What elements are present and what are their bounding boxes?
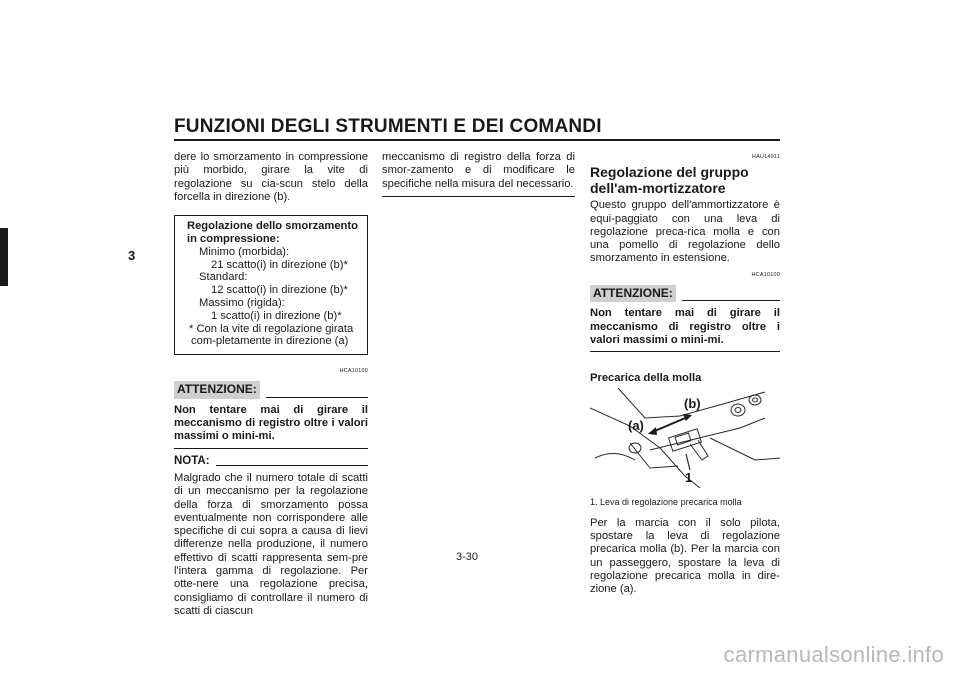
note-text: Malgrado che il numero totale di scatti di un meccanismo per la regolazione della forza di smorzamento possa eventualmente non corrispondere alle specifiche di cui sopra a causa di lievi differenze nella produzione, il numero effettivo di scatti rappresenta sem-pre l'intera gamma di regolazione. Per otte-nere una regolazione precisa, consigliamo di controllare il numero di scatti di ciascun (174, 471, 368, 617)
attention-rule (266, 397, 368, 398)
col1-intro: dere lo smorzamento in compressione più morbido, girare la vite di regolazione su cia-scun stelo della forcella in direzione (b). (174, 151, 368, 203)
chapter-tab-marker (0, 228, 8, 286)
column-2 (382, 151, 575, 197)
attention-end-rule-2 (590, 351, 780, 352)
col2-text: meccanismo di registro della forza di smor-zamento e di modificare le specifiche nella misura del necessario. (382, 151, 575, 190)
figure-label-1: 1 (685, 469, 693, 485)
figure-label-a: (a) (628, 417, 644, 433)
chapter-number: 3 (128, 248, 136, 263)
spec-min-value: 21 scatto(i) in direzione (b)* (211, 258, 348, 271)
note-label: NOTA: (174, 454, 210, 467)
column-3 (590, 151, 780, 597)
spec-footnote: * Con la vite di regolazione girata com-pletamente in direzione (a) (189, 322, 354, 348)
spec-min-label: Minimo (morbida): (199, 245, 290, 258)
attention-text-2: Non tentare mai di girare il meccanismo di registro oltre i valori massimi o mini-mi. (590, 307, 780, 346)
note-header (174, 455, 368, 468)
watermark: carmanualsonline.info (723, 642, 944, 667)
spec-max-label: Massimo (rigida): (199, 296, 285, 309)
spec-max-value: 1 scatto(i) in direzione (b)* (211, 309, 342, 322)
figure-illustration (590, 388, 780, 488)
note-rule (216, 465, 368, 466)
attention-end-rule (174, 448, 368, 449)
attention-code: HCA10100 (339, 368, 368, 375)
title-rule (174, 139, 780, 141)
figure-label-b: (b) (684, 395, 701, 411)
section-title: Regolazione del gruppo dell'am-mortizzatore (590, 164, 749, 197)
page-title: FUNZIONI DEGLI STRUMENTI E DEI COMANDI (174, 116, 602, 137)
attention-label: ATTENZIONE: (174, 381, 260, 398)
spec-box-title: Regolazione dello smorzamento in compressione: (187, 220, 358, 245)
attention-label-2: ATTENZIONE: (590, 285, 676, 302)
attention-header (174, 381, 368, 398)
preload-lever-figure (590, 388, 780, 488)
section-code: HAU14911 (751, 154, 780, 160)
page-number: 3-30 (456, 551, 479, 563)
subheading-spring-preload: Precarica della molla (590, 372, 702, 385)
column-1 (174, 151, 368, 618)
section-intro: Questo gruppo dell'ammortizzatore è equi-paggiato con una leva di regolazione preca-rica molla e con una pomello di regolazione dello smorzamento in estensione. (590, 199, 780, 265)
attention-code-2: HCA10100 (751, 271, 780, 278)
attention-header-2 (590, 285, 780, 302)
spec-std-label: Standard: (199, 271, 248, 284)
figure-caption: 1. Leva di regolazione precarica molla (590, 496, 742, 507)
col2-end-rule (382, 196, 575, 197)
attention-text: Non tentare mai di girare il meccanismo di registro oltre i valori massimi o mini-mi. (174, 403, 368, 443)
spec-box (174, 215, 368, 355)
spec-std-value: 12 scatto(i) in direzione (b)* (211, 284, 348, 297)
section-body: Per la marcia con il solo pilota, spostare la leva di regolazione precarica molla (b). Per la marcia con un passeggero, spostare la leva di regolazione precarica molla in dire-zione (a). (590, 516, 780, 596)
attention-rule-2 (682, 300, 780, 301)
